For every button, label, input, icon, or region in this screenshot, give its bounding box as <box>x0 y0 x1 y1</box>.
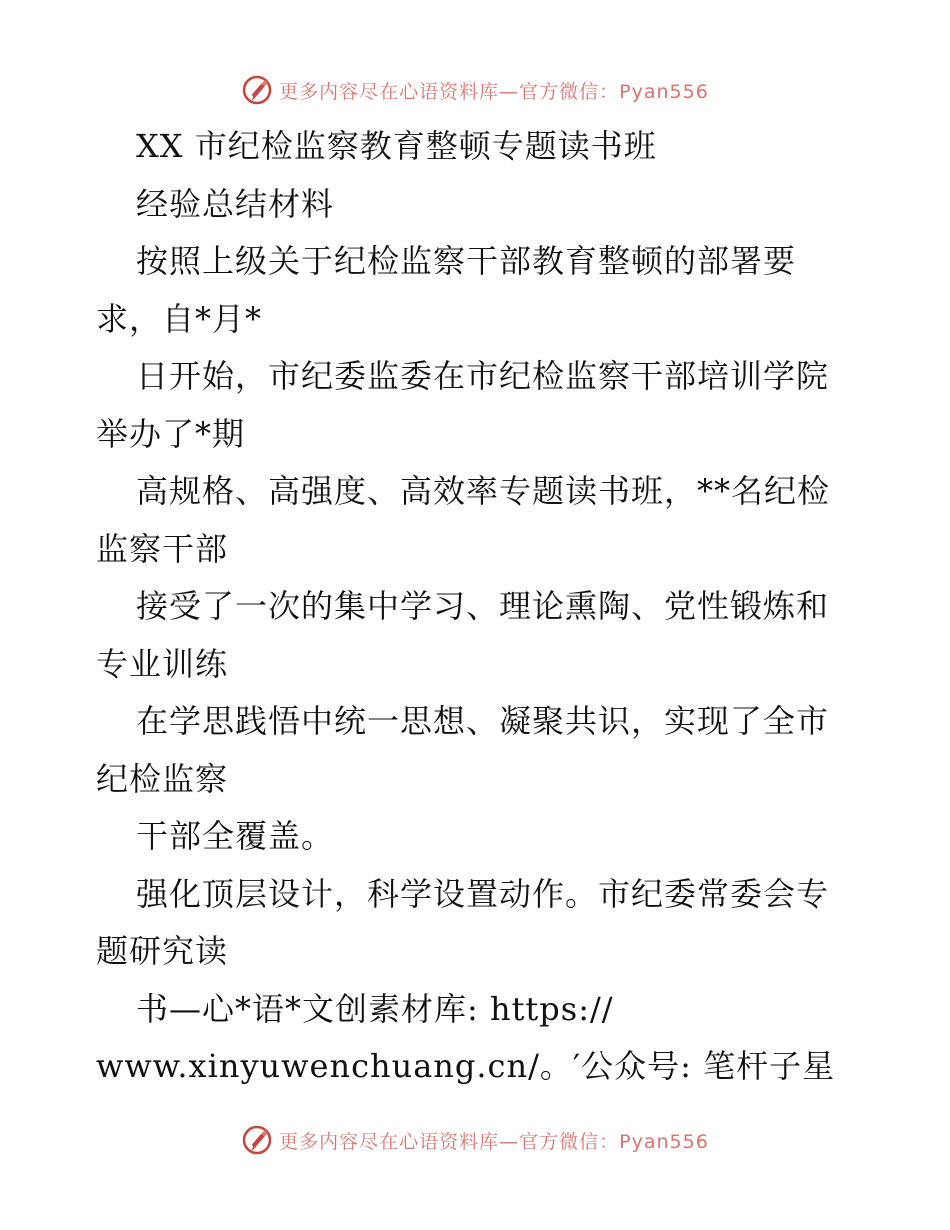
doc-line: www.xinyuwenchuang.cn/。′公众号: 笔杆子星 <box>96 1047 836 1085</box>
pen-logo-icon <box>241 74 273 106</box>
doc-line: 纪检监察 <box>96 759 229 798</box>
doc-line: 强化顶层设计，科学设置动作。市纪委常委会专 <box>136 874 830 913</box>
doc-line: 题研究读 <box>96 932 229 970</box>
doc-line: 监察干部 <box>96 529 229 568</box>
doc-line: 求，自*月* <box>96 299 263 338</box>
doc-line: 在学思践悟中统一思想、凝聚共识，实现了全市 <box>136 702 830 740</box>
doc-line: 按照上级关于纪检监察干部教育整顿的部署要 <box>136 242 797 280</box>
doc-line: 日开始，市纪委监委在市纪检监察干部培训学院 <box>136 357 830 395</box>
banner-text: 更多内容尽在心语资料库—官方微信：Pyan556 <box>279 80 709 103</box>
doc-line: 经验总结材料 <box>136 184 335 223</box>
header-watermark-banner <box>0 70 950 110</box>
doc-line: 高规格、高强度、高效率专题读书班，**名纪检 <box>136 472 831 510</box>
doc-line: 干部全覆盖。 <box>136 817 335 855</box>
doc-line: XX 市纪检监察教育整顿专题读书班 <box>136 127 657 165</box>
doc-line: 举办了*期 <box>96 414 246 453</box>
doc-line: 专业训练 <box>96 644 229 683</box>
doc-line: 书—心*语*文创素材库: https:// <box>136 989 614 1028</box>
footer-watermark-banner <box>0 1120 950 1160</box>
document-body <box>96 118 866 1096</box>
pen-logo-icon <box>241 1124 273 1156</box>
banner-text: 更多内容尽在心语资料库—官方微信：Pyan556 <box>279 1130 709 1153</box>
doc-line: 接受了一次的集中学习、理论熏陶、党性锻炼和 <box>136 587 830 625</box>
